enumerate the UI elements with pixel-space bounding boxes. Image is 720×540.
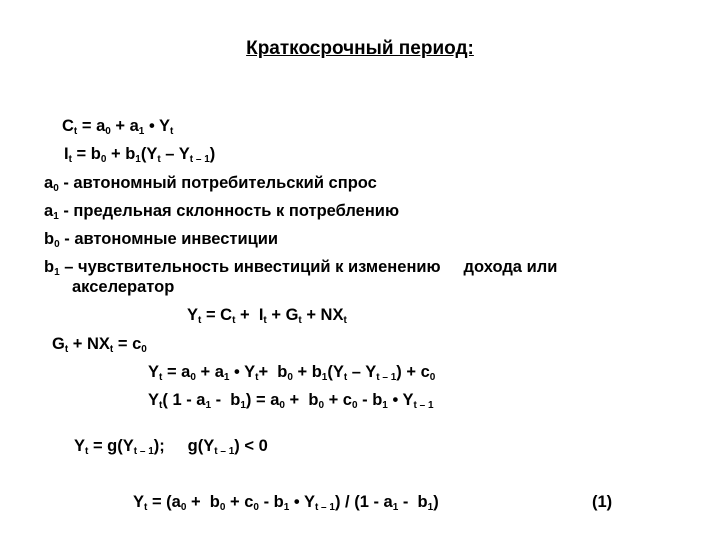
- investment-equation: $I_t = b_0 + b_1(Y_t - Y_{t - 1})$: [64, 145, 216, 165]
- definition-a0: $a_0$ - автономный потребительский спрос: [44, 174, 377, 194]
- definition-a1: $a_1$ - предельная склонность к потреблению: [44, 202, 400, 222]
- function-equation: $Y_t = g(Y_{t - 1})$; $g(Y_{t - 1}) < 0$: [74, 437, 268, 457]
- slide-title: Краткосрочный период:: [246, 38, 474, 59]
- final-equation: $Y_t = (a_0 + b_0 + c_0 - b_1$ • $Y_{t - 1}) / (1 - a_1 - b_1)$: [133, 493, 439, 513]
- consumption-equation: $C_t = a_0 + a_1$ • $Y_t$: [62, 117, 174, 137]
- government-equation: $G_t + NX_t = c_0$: [52, 335, 147, 355]
- definition-b0: $b_0$ - автономные инвестиции: [44, 230, 279, 250]
- definition-b1: $b_1$ – чувствительность инвестиций к изменению дохода или: [44, 258, 558, 278]
- identity-equation: $Y_t = C_t + I_t + G_t + NX_t$: [187, 306, 347, 326]
- substituted-equation: $Y_t = a_0 + a_1$ • $Y_t+ b_0 + b_1(Y_t - Y_{t - 1}) + c_0$: [148, 363, 436, 383]
- rearranged-equation: $Y_t$( $1 - a_1 - b_1) = a_0 + b_0 + c_0 - b_1$ • $Y_{t - 1}$: [148, 391, 434, 411]
- definition-b1-continued: акселератор: [72, 278, 175, 296]
- equation-number: (1): [592, 493, 613, 511]
